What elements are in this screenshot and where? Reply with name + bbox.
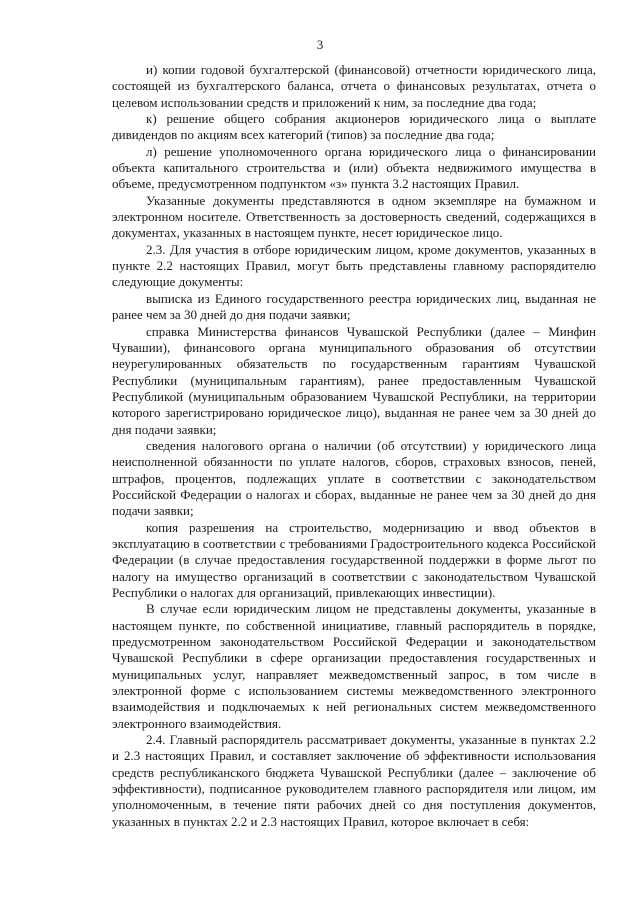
paragraph-i: и) копии годовой бухгалтерской (финансовой) отчетности юридического лица, состоящей из бухгалтерского баланса, отчета о финансовых результатах, отчета о целевом использовании средств и приложений к ним, за последние два года; bbox=[112, 62, 596, 110]
paragraph-k: к) решение общего собрания акционеров юридического лица о выплате дивидендов по акциям всех категорий (типов) за последние два года; bbox=[112, 111, 596, 143]
paragraph-tax-authority-info: сведения налогового органа о наличии (об отсутствии) у юридического лица неисполненной обязанности по уплате налогов, сборов, страховых взносов, пеней, штрафов, процентов, подлежащих уплате в соответствии с законодательством Российской Федерации о налогах и сборах, выданные не ранее чем за 30 дней до дня подачи заявки; bbox=[112, 437, 596, 519]
paragraph-l: л) решение уполномоченного органа юридического лица о финансировании объекта капитального строительства и (или) объекта недвижимого имущества в объеме, предусмотренном подпунктом «з» пункта 3.2 настоящих Правил. bbox=[112, 143, 596, 192]
paragraph-2-4: 2.4. Главный распорядитель рассматривает документы, указанные в пунктах 2.2 и 2.3 настоящих Правил, и составляет заключение об эффективности использования средств республиканского бюджета Чувашской Республики (далее – заключение об эффективности), подписанное руководителем главного распорядителя или лицом, им уполномоченным, в течение пяти рабочих дней со дня поступления документов, указанных в пунктах 2.2 и 2.3 настоящих Правил, которое включает в себя: bbox=[112, 732, 596, 829]
paragraph-2-3: 2.3. Для участия в отборе юридическим лицом, кроме документов, указанных в пункте 2.2 настоящих Правил, могут быть представлены главному распорядителю следующие документы: bbox=[112, 241, 596, 290]
document-body bbox=[112, 62, 596, 830]
paragraph-egrul-extract: выписка из Единого государственного реестра юридических лиц, выданная не ранее чем за 30 дней до дня подачи заявки; bbox=[112, 290, 596, 323]
page-number: 3 bbox=[316, 37, 324, 52]
paragraph-documents-submission: Указанные документы представляются в одном экземпляре на бумажном и электронном носителе. Ответственность за достоверность сведений, содержащихся в документах, указанных в настоящем пункте, несет юридическое лицо. bbox=[112, 192, 596, 241]
paragraph-interagency-request: В случае если юридическим лицом не представлены документы, указанные в настоящем пункте, по собственной инициативе, главный распорядитель в порядке, предусмотренном законодательством Российской Федерации и законодательством Чувашской Республики в сфере организации предоставления государственных и муниципальных услуг, направляет межведомственный запрос, в том числе в электронной форме с использованием системы межведомственного электронного взаимодействия и подключаемых к ней региональных систем межведомственного электронного взаимодействия. bbox=[112, 601, 596, 731]
paragraph-minfin-certificate: справка Министерства финансов Чувашской Республики (далее – Минфин Чувашии), финансового органа муниципального образования об отсутствии неурегулированных обязательств по государственным гарантиям Чувашской Республики (муниципальным гарантиям), ранее предоставленным Чувашской Республикой (муниципальным образованием Чувашской Республики, на территории которого зарегистрировано юридическое лицо), выданная не ранее чем за 30 дней до дня подачи заявки; bbox=[112, 323, 596, 437]
paragraph-construction-permit: копия разрешения на строительство, модернизацию и ввод объектов в эксплуатацию в соответствии с требованиями Градостроительного кодекса Российской Федерации (в случае предоставления государственной поддержки в форме льгот по налогу на имущество организаций в соответствии с законодательством Чувашской Республики о налогах для организаций, привлекающих инвестиции). bbox=[112, 519, 596, 600]
